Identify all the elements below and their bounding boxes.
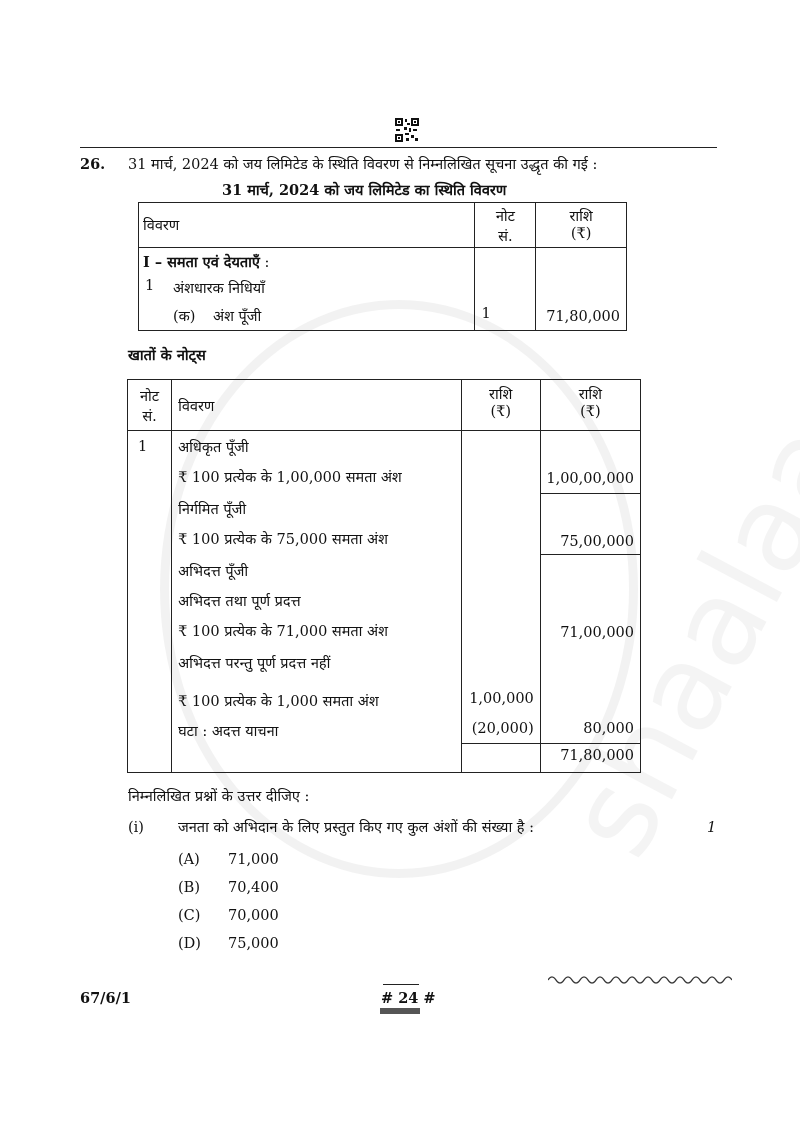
notes-body-amount-2 xyxy=(540,431,640,744)
bs-body-amount: 71,80,000 xyxy=(536,248,627,331)
footer-code: 67/6/1 xyxy=(80,990,131,1007)
bs-item1-label: अंशधारक निधियाँ xyxy=(173,281,265,297)
subscribed-fully-detail: ₹ 100 प्रत्येक के 71,000 समता अंश xyxy=(178,624,388,640)
less-calls-inner-amount: (20,000) xyxy=(471,721,534,737)
notes-heading: खातों के नोट्स xyxy=(128,347,206,364)
option-d-value: 75,000 xyxy=(228,936,279,952)
notes-body-particulars xyxy=(172,431,462,744)
subscribed-fully-amount: 71,00,000 xyxy=(560,625,634,641)
notes-total-particulars xyxy=(172,744,462,773)
balance-sheet-table xyxy=(138,202,627,331)
footer-page-overline xyxy=(383,984,419,985)
not-fully-inner-amount: 1,00,000 xyxy=(469,691,534,707)
bs-item1a-text: अंश पूँजी xyxy=(213,309,262,325)
balance-sheet-title: 31 मार्च, 2024 को जय लिमिटेड का स्थिति विवरण xyxy=(222,182,507,199)
option-d-label: (D) xyxy=(178,936,201,952)
instruction-text: निम्नलिखित प्रश्नों के उत्तर दीजिए : xyxy=(128,789,310,805)
header-rule xyxy=(80,147,717,148)
option-b-label: (B) xyxy=(178,880,200,896)
issued-amount: 75,00,000 xyxy=(560,534,634,550)
notes-total: 71,80,000 xyxy=(560,748,634,764)
option-a-label: (A) xyxy=(178,852,200,868)
authorised-detail: ₹ 100 प्रत्येक के 1,00,000 समता अंश xyxy=(178,470,402,486)
notes-body-amount-1 xyxy=(461,431,540,744)
notes-header-note: नोट सं. xyxy=(128,380,172,431)
question-number: 26. xyxy=(80,156,106,173)
qr-code-icon xyxy=(395,118,419,142)
less-calls-amount: 80,000 xyxy=(583,721,634,737)
bs-header-amount: राशि (₹) xyxy=(536,203,627,248)
notes-table xyxy=(127,379,641,773)
authorised-label: अधिकृत पूँजी xyxy=(178,440,249,456)
notes-header-amount-1: राशि (₹) xyxy=(461,380,540,431)
footer-page-underbar xyxy=(380,1008,420,1014)
option-c-value: 70,000 xyxy=(228,908,279,924)
notes-header-particulars: विवरण xyxy=(172,380,462,431)
subquestion-marks: 1 xyxy=(707,820,717,836)
subscribed-not-fully-detail: ₹ 100 प्रत्येक के 1,000 समता अंश xyxy=(178,694,379,710)
option-a-value: 71,000 xyxy=(228,852,279,868)
question-intro: 31 मार्च, 2024 को जय लिमिटेड के स्थिति विवरण से निम्नलिखित सूचना उद्धृत की गई : xyxy=(128,157,598,173)
notes-total-amount-1 xyxy=(461,744,540,773)
issued-label: निर्गमित पूँजी xyxy=(178,502,247,518)
authorised-amount: 1,00,00,000 xyxy=(546,471,634,487)
subscribed-not-fully-label: अभिदत्त परन्तु पूर्ण प्रदत्त नहीं xyxy=(178,656,331,672)
less-calls-label: घटा : अदत्त याचना xyxy=(178,724,279,740)
subquestion-number: (i) xyxy=(128,820,144,836)
bs-header-note: नोट सं. xyxy=(475,203,536,248)
bs-item1a-label: (क) xyxy=(173,309,196,325)
bs-body-note: 1 xyxy=(475,248,536,331)
option-c-label: (C) xyxy=(178,908,201,924)
notes-total-note xyxy=(128,744,172,773)
option-b-value: 70,400 xyxy=(228,880,279,896)
notes-body-note xyxy=(128,431,172,744)
subscribed-label: अभिदत्त पूँजी xyxy=(178,564,249,580)
subquestion-text: जनता को अभिदान के लिए प्रस्तुत किए गए कुल अंशों की संख्या है : xyxy=(178,820,535,836)
footer-page-number: # 24 # xyxy=(381,990,436,1007)
bs-item1-num: 1 xyxy=(145,278,155,294)
wavy-line-icon xyxy=(548,973,732,987)
note-number: 1 xyxy=(138,439,148,455)
notes-total-amount-2 xyxy=(540,744,640,773)
bs-header-particulars: विवरण xyxy=(139,203,475,248)
bs-body-particulars: I – समता एवं देयताएँ : 1 अंशधारक निधियाँ (क) अंश पूँजी xyxy=(139,248,475,331)
issued-detail: ₹ 100 प्रत्येक के 75,000 समता अंश xyxy=(178,532,388,548)
bs-section-label: I – समता एवं देयताएँ xyxy=(143,254,260,271)
subscribed-fully-label: अभिदत्त तथा पूर्ण प्रदत्त xyxy=(178,594,301,610)
notes-header-amount-2: राशि (₹) xyxy=(540,380,640,431)
